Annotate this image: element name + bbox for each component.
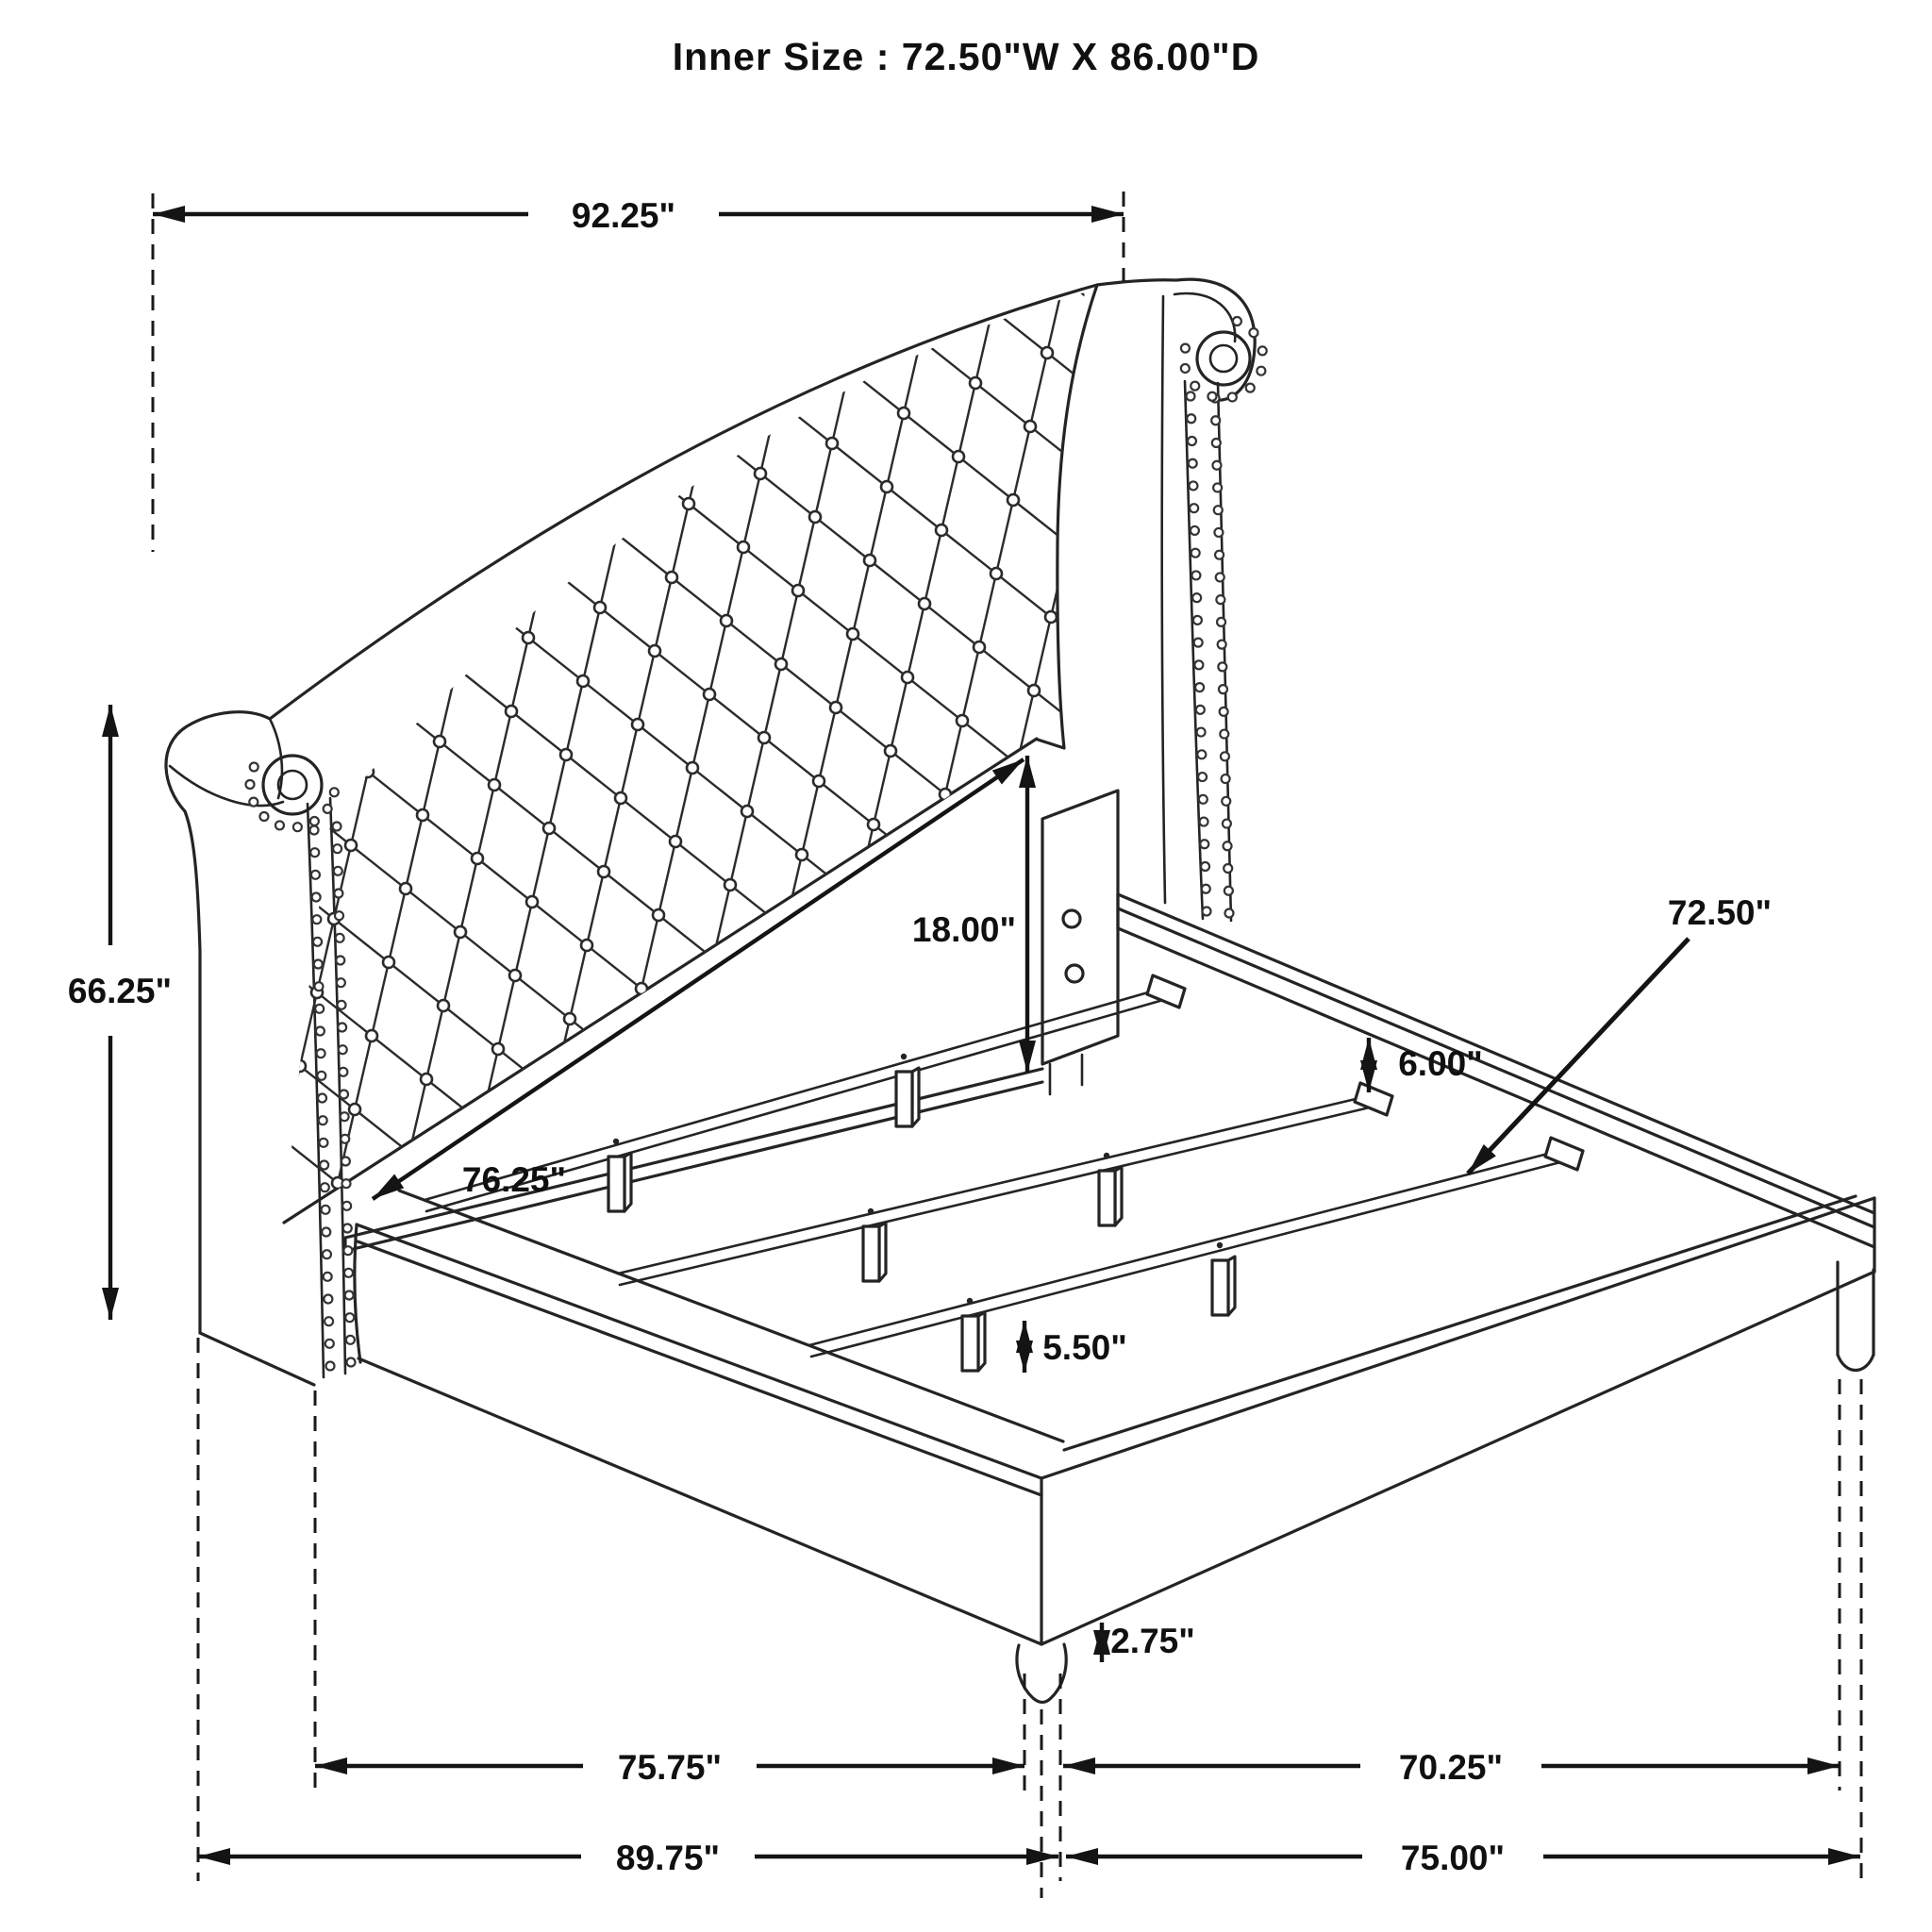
head-rail (345, 1069, 1042, 1251)
dim-rail-to-slat-label: 6.00" (1398, 1044, 1483, 1083)
dim-overall-depth-front (198, 1839, 1058, 1877)
dim-overall-depth-rear-label: 75.00" (1400, 1839, 1506, 1877)
slat-leg (608, 1139, 631, 1211)
dim-rail-to-slat (1369, 1038, 1483, 1092)
diagram-title: Inner Size : 72.50"W X 86.00"D (672, 35, 1260, 78)
slat-3 (809, 1138, 1583, 1357)
slat-leg (1212, 1242, 1235, 1315)
dim-slat-length-label: 72.50" (1667, 893, 1773, 932)
dim-headboard-to-rail-label: 18.00" (911, 910, 1017, 949)
dim-slat-leg-height (1024, 1321, 1127, 1373)
corner-leg (1838, 1262, 1874, 1371)
dim-slat-leg-height-label: 5.50" (1042, 1328, 1127, 1367)
dim-headboard-height (68, 705, 172, 1320)
slat-leg (863, 1208, 886, 1281)
dim-inner-depth-front-label: 75.75" (617, 1748, 723, 1787)
right-wing (1162, 293, 1250, 921)
dim-headboard-width-label: 76.25" (461, 1160, 567, 1199)
near-side-rail (355, 1191, 1063, 1644)
dim-slat-length (1468, 893, 1772, 1174)
dim-foot-height-label: 2.75" (1110, 1622, 1195, 1660)
dim-overall-depth-front-label: 89.75" (615, 1839, 721, 1877)
dim-inner-depth-rear (1063, 1748, 1840, 1787)
slat-leg (1099, 1153, 1122, 1225)
slat-leg (962, 1298, 985, 1371)
bolt-hole (1063, 910, 1080, 927)
dim-overall-depth-rear (1066, 1839, 1860, 1877)
tufting-buttons (283, 247, 1124, 1258)
far-side-rail (1118, 894, 1874, 1247)
panel-bottom-edge (284, 739, 1037, 1223)
slat-assembly (425, 975, 1583, 1371)
dim-headboard-height-label: 66.25" (67, 972, 173, 1010)
dim-headboard-to-rail (912, 756, 1027, 1073)
dim-overall-width-label: 92.25" (571, 196, 676, 235)
dim-overall-width (153, 196, 1124, 235)
right-scroll-curl (1197, 332, 1250, 385)
dim-foot-height (1102, 1622, 1195, 1662)
slat-2 (618, 1083, 1392, 1285)
front-foot (1017, 1644, 1066, 1703)
slat-legs (608, 1054, 1235, 1371)
side-rail-bracket (1042, 791, 1118, 1094)
bolt-hole (1066, 965, 1083, 982)
dimension-annotations (68, 196, 1860, 1877)
left-scroll-curl (263, 756, 322, 814)
bed-frame (345, 791, 1874, 1703)
dim-inner-depth-rear-label: 70.25" (1398, 1748, 1504, 1787)
dim-inner-depth-front (315, 1748, 1024, 1787)
